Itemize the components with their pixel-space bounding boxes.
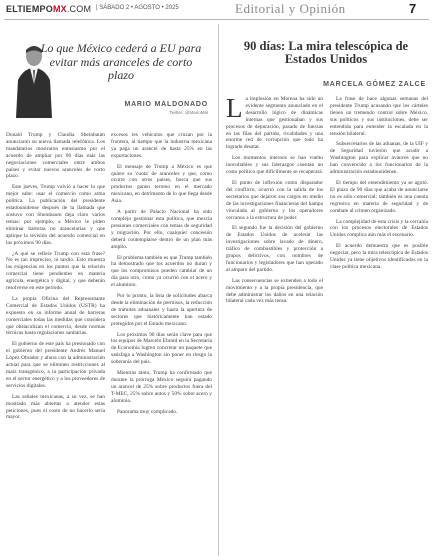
paragraph: ¿A qué se refiere Trump con esta frase? No es tan impreciso, ni tardío. Esto muestra las exigencias en los puntos que la relación comercial tiene pendientes en materia agrícola, energética y digital, y que deberán resolverse en este periodo. xyxy=(6,250,105,292)
paragraph: Las consecuencias se extienden a todo el movimiento y a la propia presidencia, que debe administrar los daños en una relación bilateral cada vez más tensa. xyxy=(226,277,323,305)
masthead xyxy=(0,0,433,28)
logo-mx: MX xyxy=(52,4,67,14)
paragraph: A partir de Palacio Nacional ha sido complejo gestionar esta política, que mezcla presiones comerciales con temas de seguridad y migración. Por ello, cualquier concesión deberá contemplarse dentro de un plan más amplio. xyxy=(111,209,212,250)
paragraph: Mientras tanto, Trump ha confirmado que durante la prórroga México seguirá pagando un arancel de 25% sobre productos fuera del T-MEC, 25% sobre autos y 50% sobre acero y aluminio. xyxy=(111,370,212,404)
paragraph: La propia Oficina del Representante Comercial de Estados Unidos (USTR) ha expuesto en su informe anual de barreras comerciales todas las medidas que considera que obstaculizan el comercio, desde normas técnicas hasta regulaciones sanitarias. xyxy=(6,295,105,337)
paragraph: Los momentos internos se han vuelto inocultables y sus liderazgos cuentan un costo político que difícilmente se recuperará. xyxy=(226,155,323,176)
paragraph: El problema también es que Trump también ha demostrado que los acuerdos no duran y que los compromisos pueden cambiar de un día para otro, como ya ocurrió con el acero y el aluminio. xyxy=(111,254,212,289)
paragraph: excesos les vehículos que cruzan por la frontera, al tiempo que la industria mexicana ya paga un arancel de hasta 25% en las exportaciones. xyxy=(111,132,212,159)
page-number: 7 xyxy=(409,1,417,16)
paragraph: El segundo fue la decisión del gobierno de Estados Unidos de acelerar las investigaciones sobre lavado de dinero, tráfico de combustibles y protección a grupos delictivos, con nombres de funcionarios y legisladores que han operado al amparo del partido. xyxy=(226,225,323,273)
drop-cap: L xyxy=(226,96,243,123)
paragraph: Panorama muy complicado. xyxy=(117,408,178,415)
header-divider xyxy=(4,19,429,20)
right-article-title: 90 días: La mira telescópica de Estados Unidos xyxy=(243,39,409,66)
paragraph: Subsecretarios de las aduanas, de la UIF y de Seguridad tuvieron que acudir a Washington para explicar avances que no han convencido a los funcionarios de la administración estadounidense. xyxy=(330,141,428,176)
left-article-title: Lo que México cederá a EU para evitar más aranceles de corto plazo xyxy=(40,41,202,82)
paragraph: La complejidad de esta crisis y la cercanía con los procesos electorales de Estados Unidos complica aún más el escenario. xyxy=(330,218,428,239)
paragraph: Los próximos 90 días serán clave para que los equipos de Marcelo Ebrard en la Secretaría de Economía logren concretar un paquete que satisfaga a Washington sin poner en riesgo la soberanía del país. xyxy=(111,331,212,366)
paragraph: La implosión en Morena ha sido un evidente segmento anunciado en el desarrollo lógico de dinámicas internas que gestionaban y sus procesos de depuración, pasado de fuerzas en las filas del partido, rivalidades y una enorme red de corrupción que todo ha logrado desatar. xyxy=(226,96,323,151)
right-article-col2 xyxy=(330,96,428,556)
section-title: Editorial y Opinión xyxy=(235,1,346,16)
paragraph: La frase de hace algunas semanas del presidente Trump acusando que los cárteles tienen un tremendo control sobre México, sus políticos y sus instituciones, debe ser entendida para entender la escalada en la tensión bilateral. xyxy=(330,96,428,137)
left-article-handle: Twitter: @MarioMal xyxy=(169,110,208,115)
paragraph: El tiempo del entendimiento ya se agotó. El plazo de 90 días que acaba de anunciarse no es sólo comercial; también es una cuenta regresiva en materia de seguridad y de combate al crimen organizado. xyxy=(330,179,428,214)
logo-com: .COM xyxy=(66,4,92,14)
paragraph: El punto de inflexión como disparador del conflicto, ocurrió con la salida de los secretarios que dejaron sus cargos en medio de las investigaciones financieras del hampa vinculada al gobierno y los operadores cercanos a la estructura de poder. xyxy=(226,179,323,221)
site-logo[interactable] xyxy=(6,4,91,14)
issue-date: | SÁBADO 2 • AGOSTO • 2025 xyxy=(96,5,179,11)
column-divider xyxy=(218,24,219,556)
paragraph: El acuerdo demuestra que es posible negociar, pero la mira telescópica de Estados Unidos ya tiene objetivos identificados en la clase política mexicana. xyxy=(330,243,428,270)
right-article-author: MARCELA GÓMEZ ZALCE xyxy=(323,81,426,88)
paragraph: El gobierno de este país ha presionado con el gobierno del presidente Andrés Manuel López Obrador y ahora con la administración actual para que se eliminen restricciones al maíz transgénico, a la participación privada en el sector energético y a los proveedores de servicios digitales. xyxy=(6,341,105,389)
right-article-col1 xyxy=(226,96,323,556)
paragraph: Este jueves, Trump volvió a hacer lo que mejor sabe: usar el comercio como arma política. La publicación del presidente estadounidense después de la llamada que sostuvo con Sheinbaum deja claro varios temas: por ejemplo, a México le piden eliminar barreras no arancelarias y que aplique la revisión del acuerdo comercial en los próximos 90 días. xyxy=(6,184,105,246)
paragraph: Por lo pronto, la lista de solicitudes abarca desde la eliminación de permisos, la reducción de trámites aduanales y hasta la apertura de sectores que históricamente han estado protegidos por el Estado mexicano. xyxy=(111,293,212,327)
paragraph: El mensaje de Trump a México es que quiere su 'cuota' de aranceles y que, como ocurre con otros países, busca que sus productos ganen terreno en el mercado mexicano, en detrimento de lo que llega desde Asia. xyxy=(111,163,212,205)
logo-main: ELTIEMPO xyxy=(6,4,53,14)
paragraph: Las señales mexicanas, a su vez, se han mostrado más abiertas a atender estas peticiones, pues el costo de no hacerlo sería mayor. xyxy=(6,393,105,421)
left-article-col1 xyxy=(6,132,105,556)
left-article-author: MARIO MALDONADO xyxy=(124,101,208,108)
paragraph: Donald Trump y Claudia Sheinbaum anunciaron su nueva llamada telefónica. Los mandatarios mostraron entusiasmo por el acuerdo de ampliar por 90 días más las negociaciones comerciales entre ambos países y evitar nuevos aranceles de corto plazo. xyxy=(6,132,105,180)
left-article-col2 xyxy=(111,132,212,556)
